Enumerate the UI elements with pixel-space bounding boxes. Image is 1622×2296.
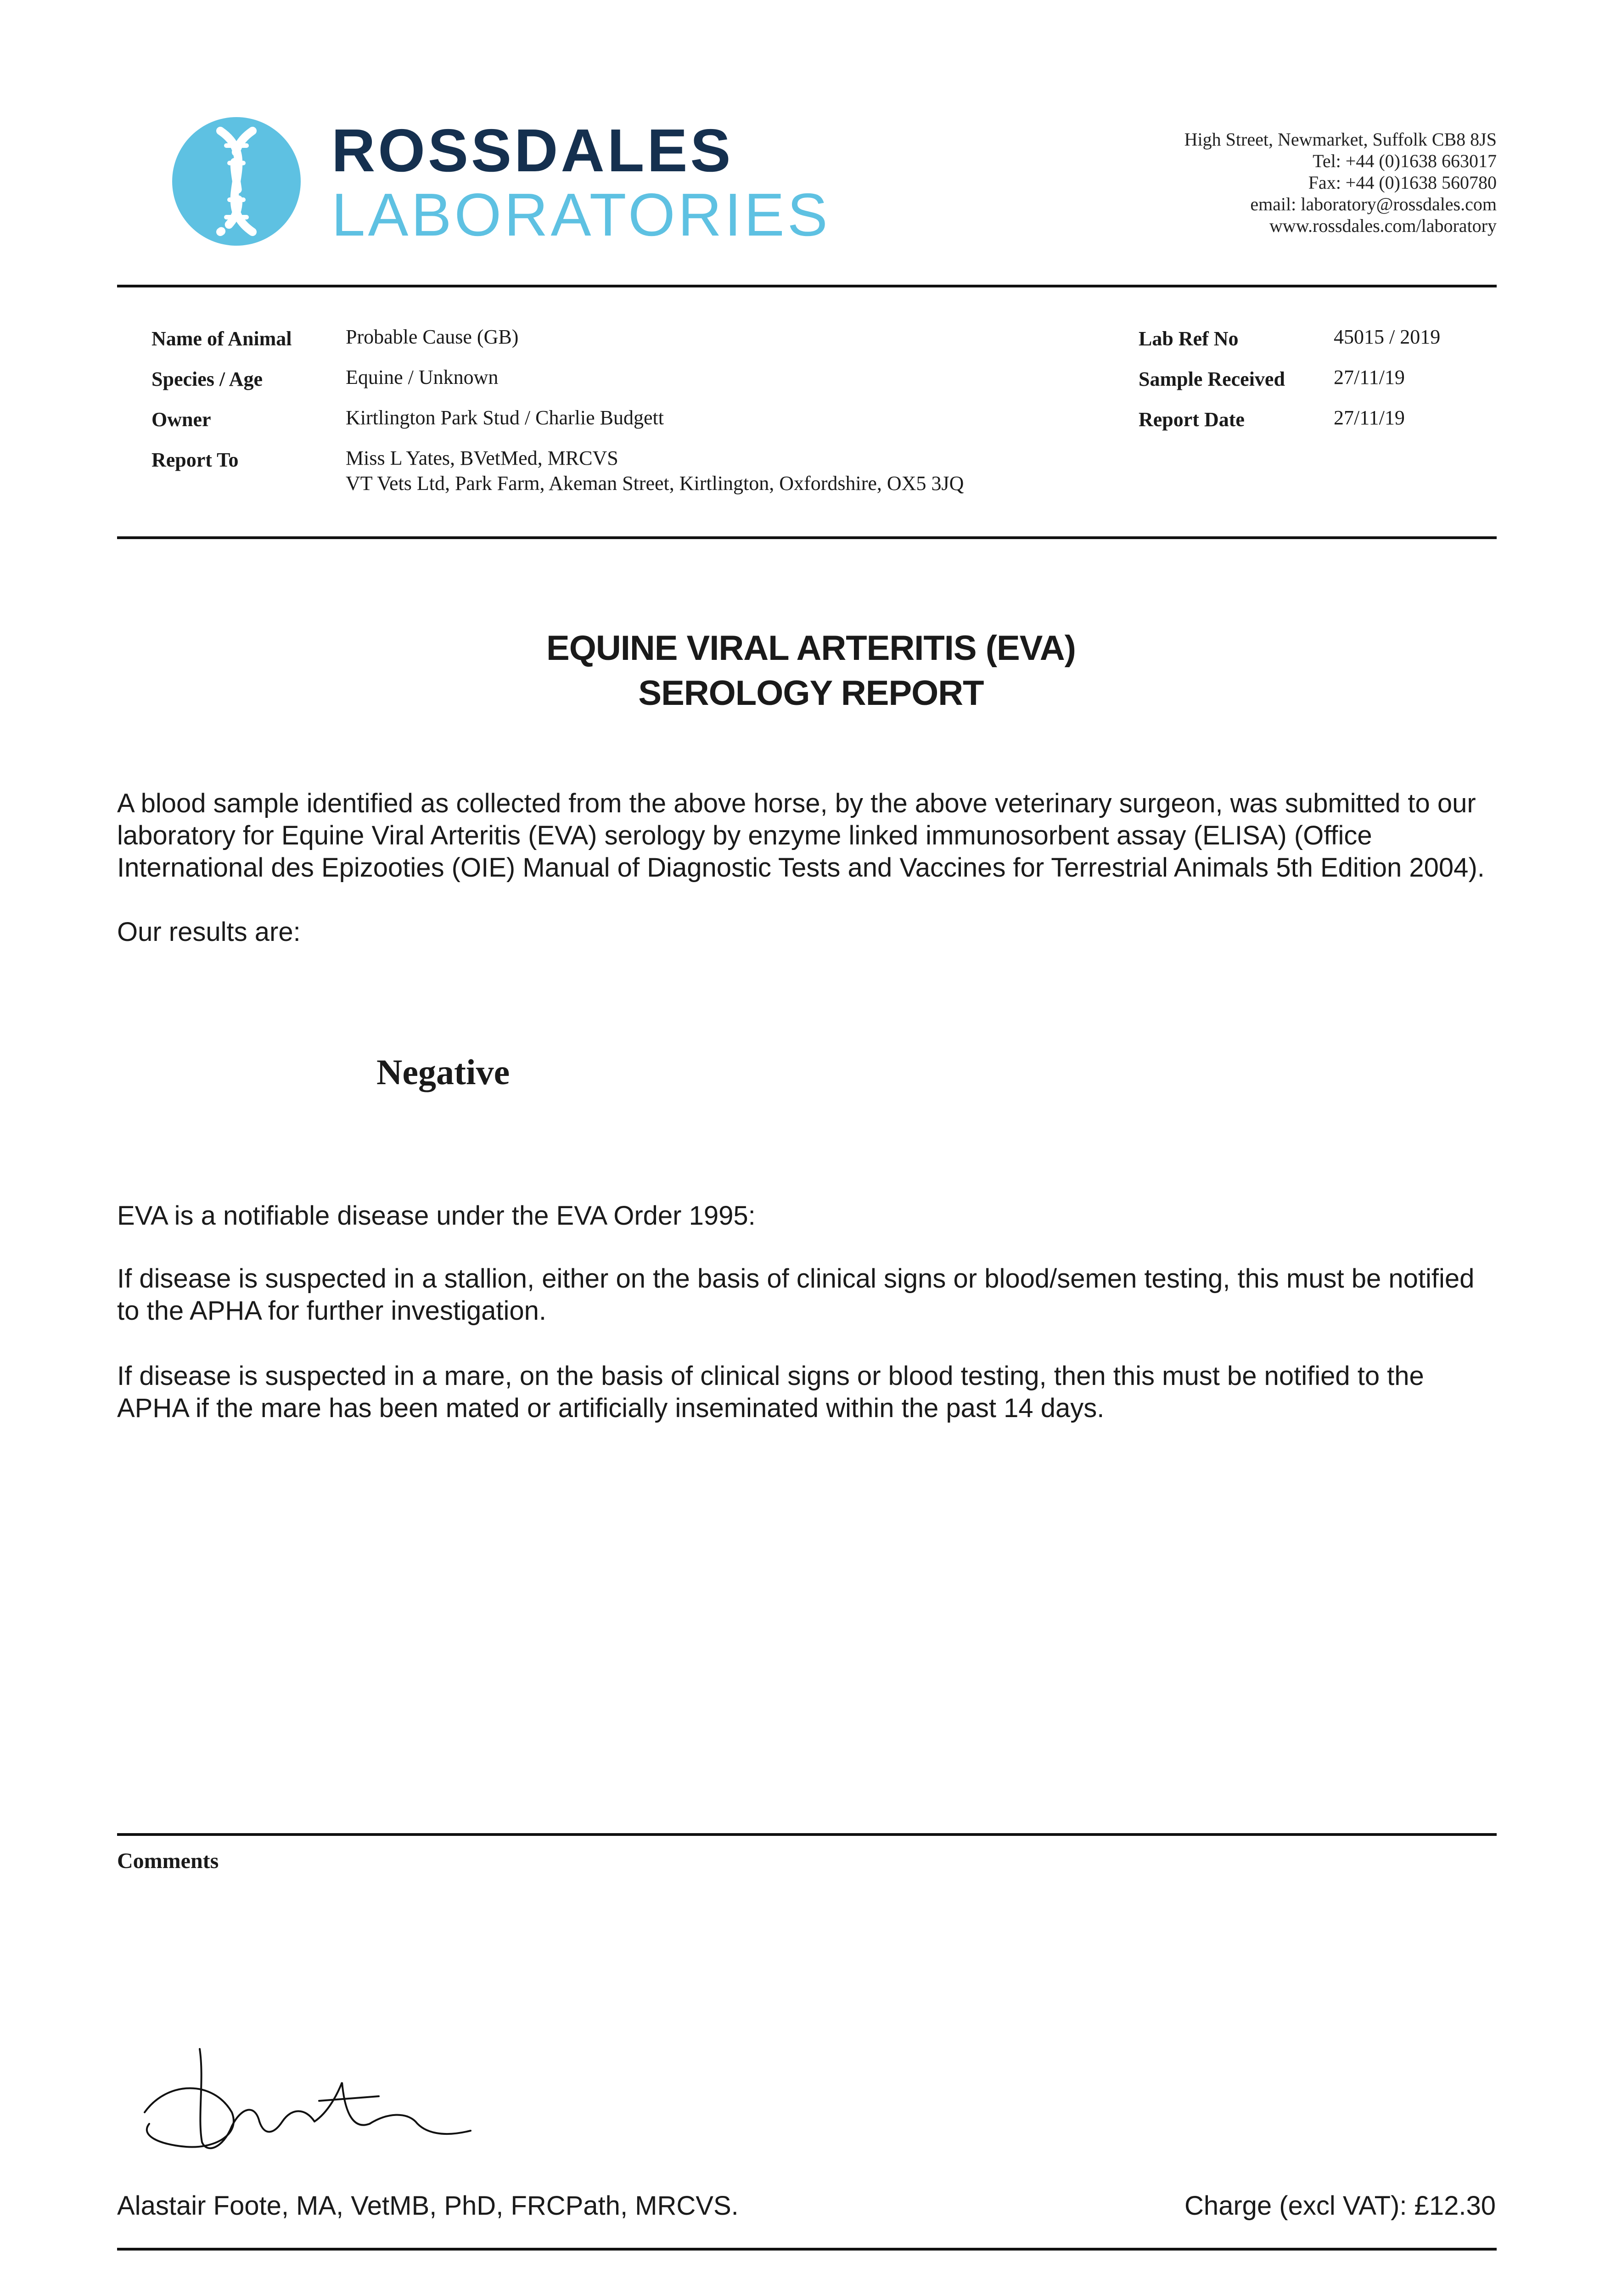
lab-ref-value: 45015 / 2019 xyxy=(1334,326,1441,348)
lab-ref-label: Lab Ref No xyxy=(1139,327,1239,350)
results-intro: Our results are: xyxy=(117,917,301,947)
dna-helix-icon xyxy=(172,117,301,246)
logo-line-rossdales: ROSSDALES xyxy=(331,117,734,184)
footer-divider xyxy=(117,2248,1497,2251)
header-divider xyxy=(117,285,1497,287)
signature-image xyxy=(122,2043,480,2163)
report-title-line1: EQUINE VIRAL ARTERITIS (EVA) xyxy=(546,629,1076,668)
signatory-name: Alastair Foote, MA, VetMB, PhD, FRCPath, MRCVS. xyxy=(117,2191,739,2221)
comments-label: Comments xyxy=(117,1849,219,1873)
sample-received-label: Sample Received xyxy=(1139,368,1285,390)
name-of-animal-value: Probable Cause (GB) xyxy=(346,326,519,348)
notifiable-paragraph: EVA is a notifiable disease under the EVA Order 1995: xyxy=(117,1201,756,1231)
address-email[interactable]: email: laboratory@rossdales.com xyxy=(1250,194,1497,214)
report-title-line2: SEROLOGY REPORT xyxy=(638,674,984,713)
lab-address-block xyxy=(1184,129,1497,236)
report-to-value: Miss L Yates, BVetMed, MRCVS xyxy=(346,447,618,469)
test-result: Negative xyxy=(376,1052,510,1092)
report-to-label: Report To xyxy=(152,449,239,471)
report-to-address: VT Vets Ltd, Park Farm, Akeman Street, Kirtlington, Oxfordshire, OX5 3JQ xyxy=(346,472,964,495)
sample-received-value: 27/11/19 xyxy=(1334,366,1405,388)
stallion-paragraph: If disease is suspected in a stallion, either on the basis of clinical signs or blood/semen testing, this must be notified to the APHA for further investigation. xyxy=(117,1264,1475,1326)
report-title xyxy=(0,626,1622,716)
address-street: High Street, Newmarket, Suffolk CB8 8JS xyxy=(1184,129,1497,150)
brand-logo-text xyxy=(331,118,831,247)
species-age-value: Equine / Unknown xyxy=(346,366,499,388)
species-age-label: Species / Age xyxy=(152,368,263,390)
address-website[interactable]: www.rossdales.com/laboratory xyxy=(1269,215,1497,236)
name-of-animal-label: Name of Animal xyxy=(152,327,292,350)
charge-amount: Charge (excl VAT): £12.30 xyxy=(1184,2191,1496,2221)
logo-line-laboratories: LABORATORIES xyxy=(331,181,831,248)
details-divider xyxy=(117,536,1497,539)
owner-value: Kirtlington Park Stud / Charlie Budgett xyxy=(346,406,664,429)
comments-divider xyxy=(117,1833,1497,1836)
report-date-label: Report Date xyxy=(1139,408,1245,431)
mare-paragraph: If disease is suspected in a mare, on the basis of clinical signs or blood testing, then this must be notified to the APHA if the mare has been mated or artificially inseminated within the past 14 days. xyxy=(117,1361,1424,1423)
report-date-value: 27/11/19 xyxy=(1334,406,1405,429)
address-tel: Tel: +44 (0)1638 663017 xyxy=(1313,151,1497,171)
intro-paragraph: A blood sample identified as collected from the above horse, by the above veterinary surgeon, was submitted to our laboratory for Equine Viral Arteritis (EVA) serology by enzyme linked immunosorbent assay (ELISA) (Office International des Epizooties (OIE) Manual of Diagnostic Tests and Vaccines for Terrestrial Animals 5th Edition 2004). xyxy=(117,788,1485,883)
owner-label: Owner xyxy=(152,408,211,431)
address-fax: Fax: +44 (0)1638 560780 xyxy=(1308,172,1497,193)
